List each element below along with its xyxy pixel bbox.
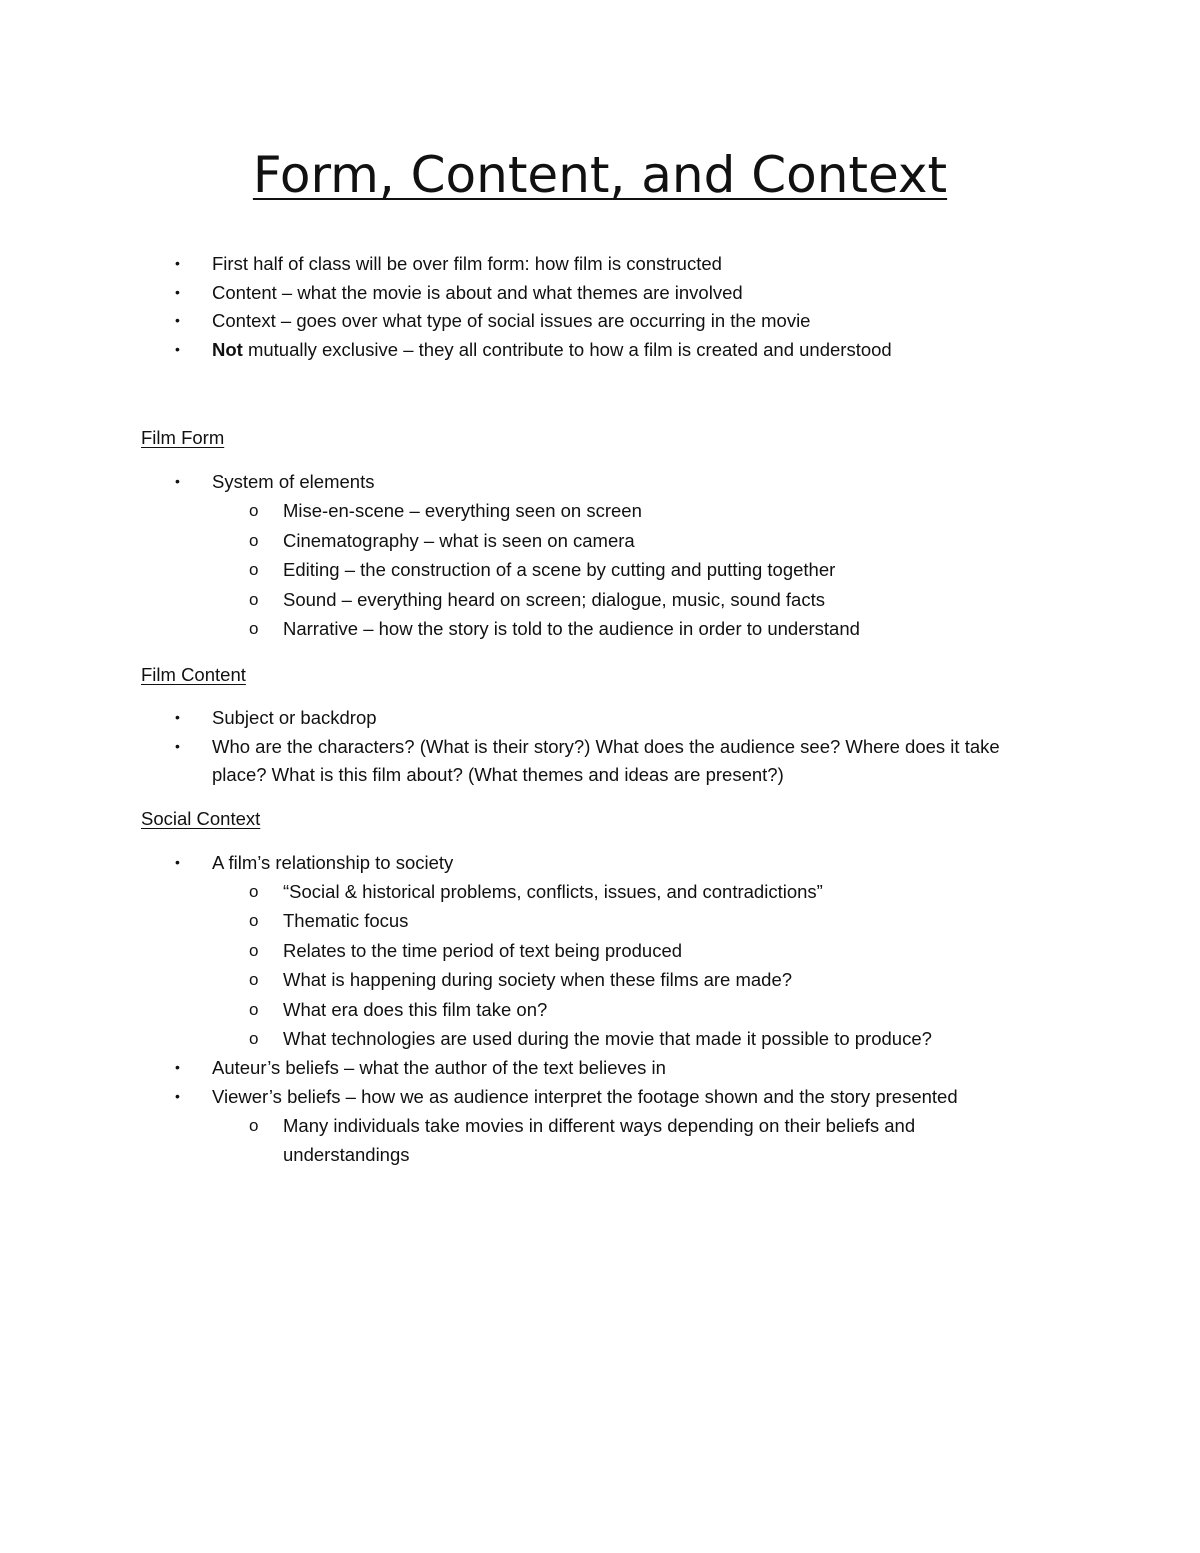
social-context-subitem-2: Thematic focus	[283, 910, 409, 931]
section-heading-social-context: Social Context	[141, 808, 261, 829]
intro-item-4-bold: Not	[212, 339, 243, 360]
film-form-subitem-2: Cinematography – what is seen on camera	[283, 530, 635, 551]
sub-bullet-glyph: o	[249, 1029, 259, 1048]
document-title: Form, Content, and Context	[252, 146, 948, 204]
social-context-item-2: Auteur’s beliefs – what the author of the text believes in	[212, 1057, 666, 1078]
bullet-glyph: •	[175, 341, 180, 357]
sub-bullet-glyph: o	[249, 1000, 259, 1019]
bullet-glyph: •	[175, 255, 180, 271]
sub-bullet-glyph: o	[249, 882, 259, 901]
social-context-item-1: A film’s relationship to society	[212, 852, 454, 873]
section-heading-film-form: Film Form	[141, 427, 225, 448]
intro-item-1: First half of class will be over film form: how film is constructed	[212, 253, 722, 274]
social-context-item-3-subitem: Many individuals take movies in different ways depending on their beliefs and	[283, 1115, 916, 1136]
social-context-subitem-3: Relates to the time period of text being produced	[283, 940, 683, 961]
intro-item-4-text: mutually exclusive – they all contribute to how a film is created and understood	[242, 339, 892, 360]
bullet-glyph: •	[175, 1088, 180, 1104]
film-form-subitem-5: Narrative – how the story is told to the audience in order to understand	[283, 618, 860, 639]
bullet-glyph: •	[175, 473, 180, 489]
film-content-item-2-continued: place? What is this film about? (What themes and ideas are present?)	[212, 764, 784, 785]
bullet-glyph: •	[175, 1059, 180, 1075]
sub-bullet-glyph: o	[249, 619, 259, 638]
intro-item-2: Content – what the movie is about and what themes are involved	[212, 282, 743, 303]
sub-bullet-glyph: o	[249, 531, 259, 550]
sub-bullet-glyph: o	[249, 941, 259, 960]
film-content-item-2: Who are the characters? (What is their story?) What does the audience see? Where does it take	[212, 736, 1000, 757]
bullet-glyph: •	[175, 312, 180, 328]
film-content-item-1: Subject or backdrop	[212, 707, 377, 728]
social-context-subitem-1: “Social & historical problems, conflicts, issues, and contradictions”	[283, 881, 823, 902]
sub-bullet-glyph: o	[249, 1116, 259, 1135]
social-context-item-3-subitem-continued: understandings	[283, 1144, 410, 1165]
film-form-item: System of elements	[212, 471, 375, 492]
sub-bullet-glyph: o	[249, 560, 259, 579]
social-context-subitem-6: What technologies are used during the movie that made it possible to produce?	[283, 1028, 932, 1049]
bullet-glyph: •	[175, 709, 180, 725]
section-heading-film-content: Film Content	[141, 664, 246, 685]
social-context-subitem-4: What is happening during society when these films are made?	[283, 969, 793, 990]
sub-bullet-glyph: o	[249, 590, 259, 609]
intro-item-4	[212, 335, 892, 364]
sub-bullet-glyph: o	[249, 970, 259, 989]
bullet-glyph: •	[175, 854, 180, 870]
intro-item-3: Context – goes over what type of social issues are occurring in the movie	[212, 310, 811, 331]
bullet-glyph: •	[175, 284, 180, 300]
film-form-subitem-1: Mise-en-scene – everything seen on screen	[283, 500, 642, 521]
social-context-item-3: Viewer’s beliefs – how we as audience interpret the footage shown and the story presented	[212, 1086, 958, 1107]
film-form-subitem-3: Editing – the construction of a scene by cutting and putting together	[283, 559, 836, 580]
sub-bullet-glyph: o	[249, 911, 259, 930]
social-context-subitem-5: What era does this film take on?	[283, 999, 548, 1020]
sub-bullet-glyph: o	[249, 501, 259, 520]
bullet-glyph: •	[175, 738, 180, 754]
film-form-subitem-4: Sound – everything heard on screen; dialogue, music, sound facts	[283, 589, 825, 610]
